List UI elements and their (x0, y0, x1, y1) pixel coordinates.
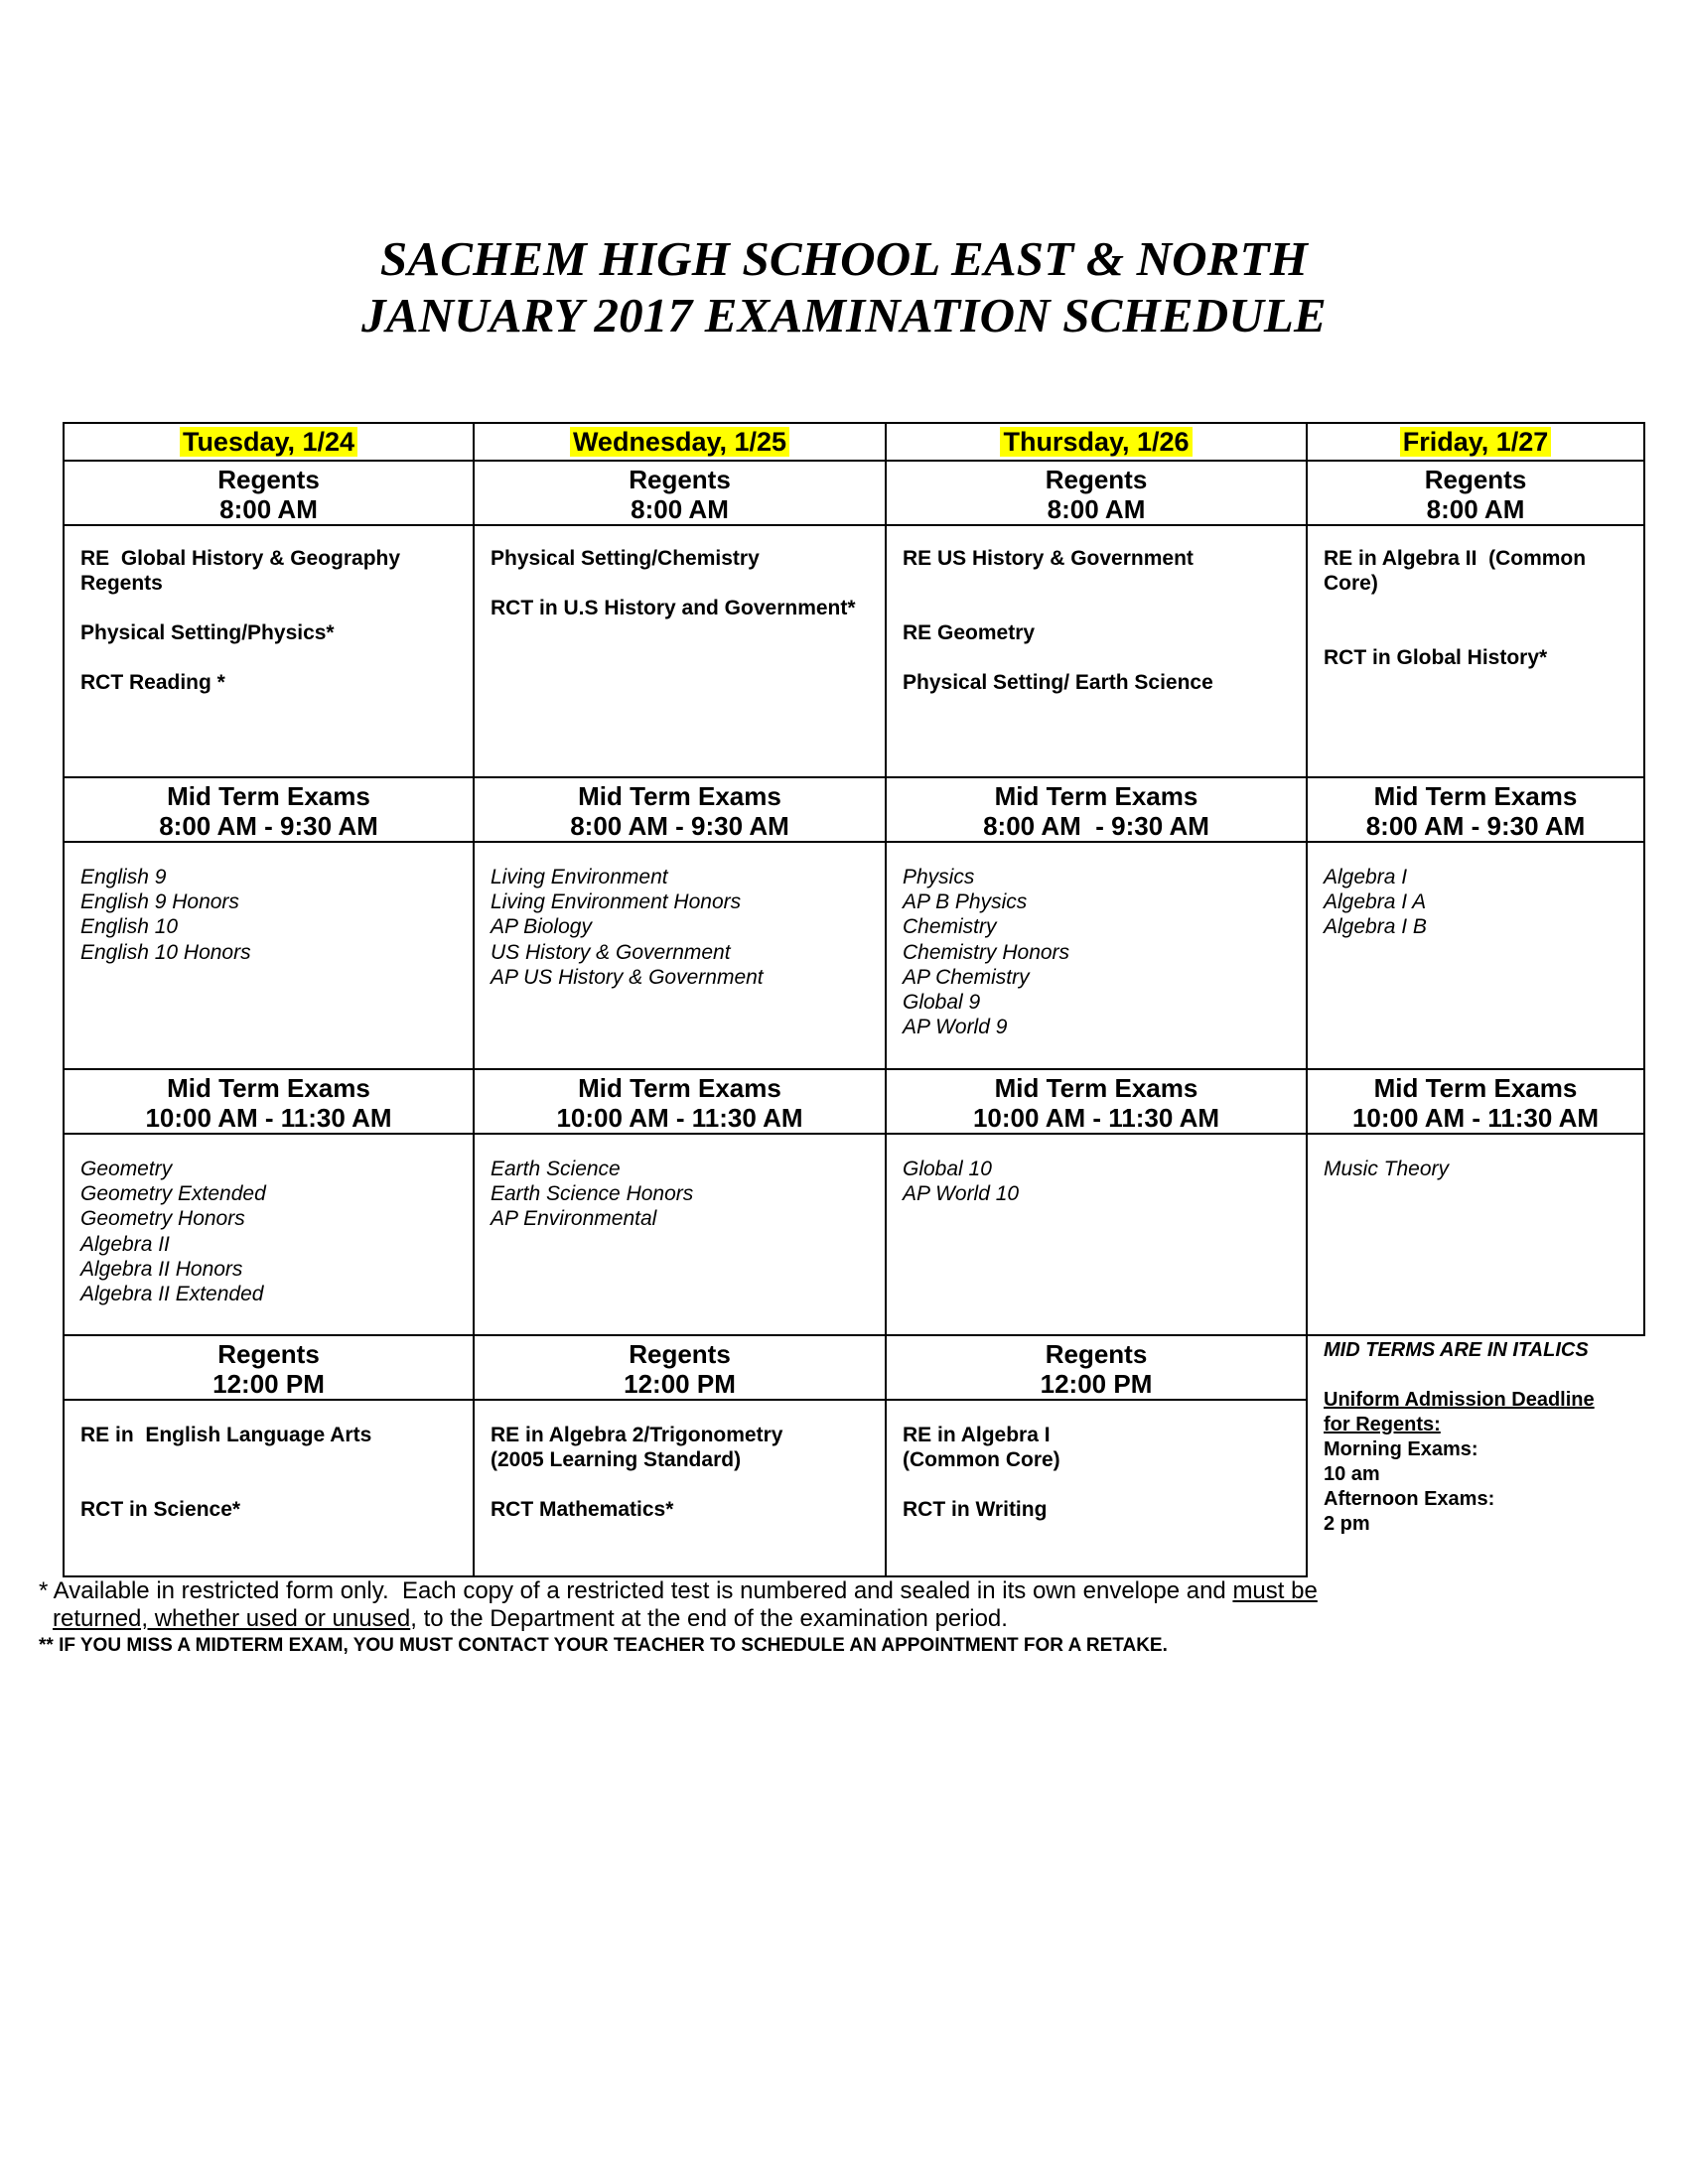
midterm-list (63, 1135, 475, 1336)
notes-panel (1308, 1336, 1645, 1577)
spacer (903, 1472, 1292, 1497)
exam-item: RCT Reading * (80, 671, 225, 694)
footnotes (39, 1577, 1667, 1659)
exam-item: Regents (80, 572, 163, 595)
exam-item: RCT in U.S History and Government* (491, 597, 856, 619)
spacer (80, 645, 459, 670)
exam-item: US History & Government (491, 940, 731, 964)
spacer (491, 571, 871, 596)
slot-header: Mid Term Exams 10:00 AM - 11:30 AM (887, 1070, 1308, 1135)
deadline-heading: Uniform Admission Deadline (1324, 1389, 1595, 1411)
exam-item: English 9 Honors (80, 890, 239, 914)
slot-header: Regents 12:00 PM (475, 1336, 887, 1401)
midterm-list (1308, 1135, 1645, 1336)
exam-item: Algebra I (1324, 866, 1408, 888)
exam-item: (2005 Learning Standard) (491, 1448, 742, 1471)
slot-header: Mid Term Exams 8:00 AM - 9:30 AM (887, 778, 1308, 843)
exam-item: RE in Algebra II (Common (1324, 547, 1587, 570)
exam-item: Algebra I B (1324, 915, 1427, 939)
exam-item: RE Geometry (903, 621, 1036, 644)
day-header-tuesday: Tuesday, 1/24 (63, 422, 475, 462)
footnote-restricted-cont: returned, whether used or unused, to the Department at the end of the examination period. (53, 1605, 1008, 1632)
exam-item: Algebra II (80, 1232, 170, 1256)
exam-item: RE in Algebra I (903, 1424, 1051, 1446)
exam-item: Geometry Extended (80, 1182, 266, 1206)
slot-header: Regents 8:00 AM (63, 462, 475, 526)
slot-header: Mid Term Exams 10:00 AM - 11:30 AM (1308, 1070, 1645, 1135)
exam-item: Chemistry (903, 915, 997, 939)
exam-item: AP US History & Government (491, 965, 764, 989)
spacer (903, 596, 1292, 620)
exam-item: AP B Physics (903, 890, 1028, 914)
exam-item: Global 9 (903, 991, 981, 1015)
exam-item: English 10 Honors (80, 940, 251, 964)
exam-item: RE in Algebra 2/Trigonometry (491, 1424, 783, 1446)
title-line-1: SACHEM HIGH SCHOOL EAST & NORTH (379, 231, 1309, 286)
morning-label: Morning Exams: (1324, 1438, 1478, 1460)
exam-item: AP Biology (491, 915, 592, 939)
spacer (80, 1472, 459, 1497)
exam-item: Geometry (80, 1158, 173, 1180)
spacer (1324, 596, 1629, 620)
slot-header: Mid Term Exams 10:00 AM - 11:30 AM (475, 1070, 887, 1135)
exam-list (887, 526, 1308, 778)
exam-item: Algebra II Honors (80, 1257, 243, 1281)
italics-note: MID TERMS ARE IN ITALICS (1324, 1339, 1589, 1361)
day-header-wednesday: Wednesday, 1/25 (475, 422, 887, 462)
exam-item: RCT in Science* (80, 1498, 241, 1521)
exam-list (887, 1401, 1308, 1577)
slot-header: Mid Term Exams 8:00 AM - 9:30 AM (1308, 778, 1645, 843)
day-header-thursday: Thursday, 1/26 (887, 422, 1308, 462)
morning-time: 10 am (1324, 1463, 1380, 1485)
footnote-retake: ** IF YOU MISS A MIDTERM EXAM, YOU MUST CONTACT YOUR TEACHER TO SCHEDULE AN APPOINTMENT FOR A RETAKE. (39, 1635, 1168, 1656)
slot-header: Mid Term Exams 8:00 AM - 9:30 AM (475, 778, 887, 843)
exam-item: AP World 9 (903, 1016, 1008, 1039)
exam-item: Physics (903, 866, 975, 888)
exam-list (1308, 526, 1645, 778)
exam-item: RE Global History & Geography (80, 547, 401, 570)
exam-list (63, 1401, 475, 1577)
exam-item: AP Environmental (491, 1207, 657, 1231)
spacer (903, 645, 1292, 670)
midterm-list (63, 843, 475, 1070)
slot-header: Mid Term Exams 10:00 AM - 11:30 AM (63, 1070, 475, 1135)
spacer (491, 1472, 871, 1497)
exam-item: AP World 10 (903, 1182, 1020, 1206)
slot-header: Regents 8:00 AM (887, 462, 1308, 526)
exam-item: Core) (1324, 572, 1378, 595)
exam-item: Earth Science (491, 1158, 621, 1180)
footnote-restricted: * Available in restricted form only. Each copy of a restricted test is numbered and sealed in its own envelope and must be (39, 1577, 1318, 1604)
exam-item: (Common Core) (903, 1448, 1060, 1471)
spacer (1324, 620, 1629, 645)
exam-item: English 9 (80, 866, 167, 888)
midterm-list (475, 1135, 887, 1336)
exam-item: Living Environment Honors (491, 890, 742, 914)
spacer (80, 1447, 459, 1472)
title-line-2: JANUARY 2017 EXAMINATION SCHEDULE (361, 288, 1327, 342)
exam-item: RCT in Global History* (1324, 646, 1548, 669)
exam-item: Geometry Honors (80, 1207, 245, 1231)
exam-item: RCT Mathematics* (491, 1498, 674, 1521)
slot-header: Regents 8:00 AM (1308, 462, 1645, 526)
day-header-friday: Friday, 1/27 (1308, 422, 1645, 462)
midterm-list (475, 843, 887, 1070)
exam-item: Algebra I A (1324, 890, 1427, 914)
exam-list (475, 1401, 887, 1577)
slot-header: Mid Term Exams 8:00 AM - 9:30 AM (63, 778, 475, 843)
exam-item: RE in English Language Arts (80, 1424, 372, 1446)
exam-item: Algebra II Extended (80, 1283, 264, 1306)
afternoon-label: Afternoon Exams: (1324, 1488, 1495, 1510)
exam-item: RE US History & Government (903, 547, 1194, 570)
exam-list (63, 526, 475, 778)
exam-item: English 10 (80, 915, 179, 939)
spacer (80, 596, 459, 620)
spacer (903, 571, 1292, 596)
slot-header: Regents 12:00 PM (887, 1336, 1308, 1401)
deadline-heading-2: for Regents: (1324, 1414, 1441, 1435)
midterm-list (887, 1135, 1308, 1336)
afternoon-time: 2 pm (1324, 1513, 1370, 1535)
exam-item: Earth Science Honors (491, 1182, 694, 1206)
exam-item: AP Chemistry (903, 965, 1030, 989)
midterm-list (1308, 843, 1645, 1070)
exam-item: Physical Setting/Physics* (80, 621, 335, 644)
exam-item: RCT in Writing (903, 1498, 1048, 1521)
exam-item: Chemistry Honors (903, 940, 1070, 964)
exam-item: Global 10 (903, 1158, 992, 1180)
exam-item: Music Theory (1324, 1158, 1450, 1180)
schedule-table (63, 422, 1647, 1577)
midterm-list (887, 843, 1308, 1070)
slot-header: Regents 8:00 AM (475, 462, 887, 526)
exam-item: Physical Setting/Chemistry (491, 547, 760, 570)
slot-header: Regents 12:00 PM (63, 1336, 475, 1401)
exam-item: Physical Setting/ Earth Science (903, 671, 1213, 694)
exam-item: Living Environment (491, 866, 668, 888)
document-title (0, 230, 1688, 343)
exam-list (475, 526, 887, 778)
